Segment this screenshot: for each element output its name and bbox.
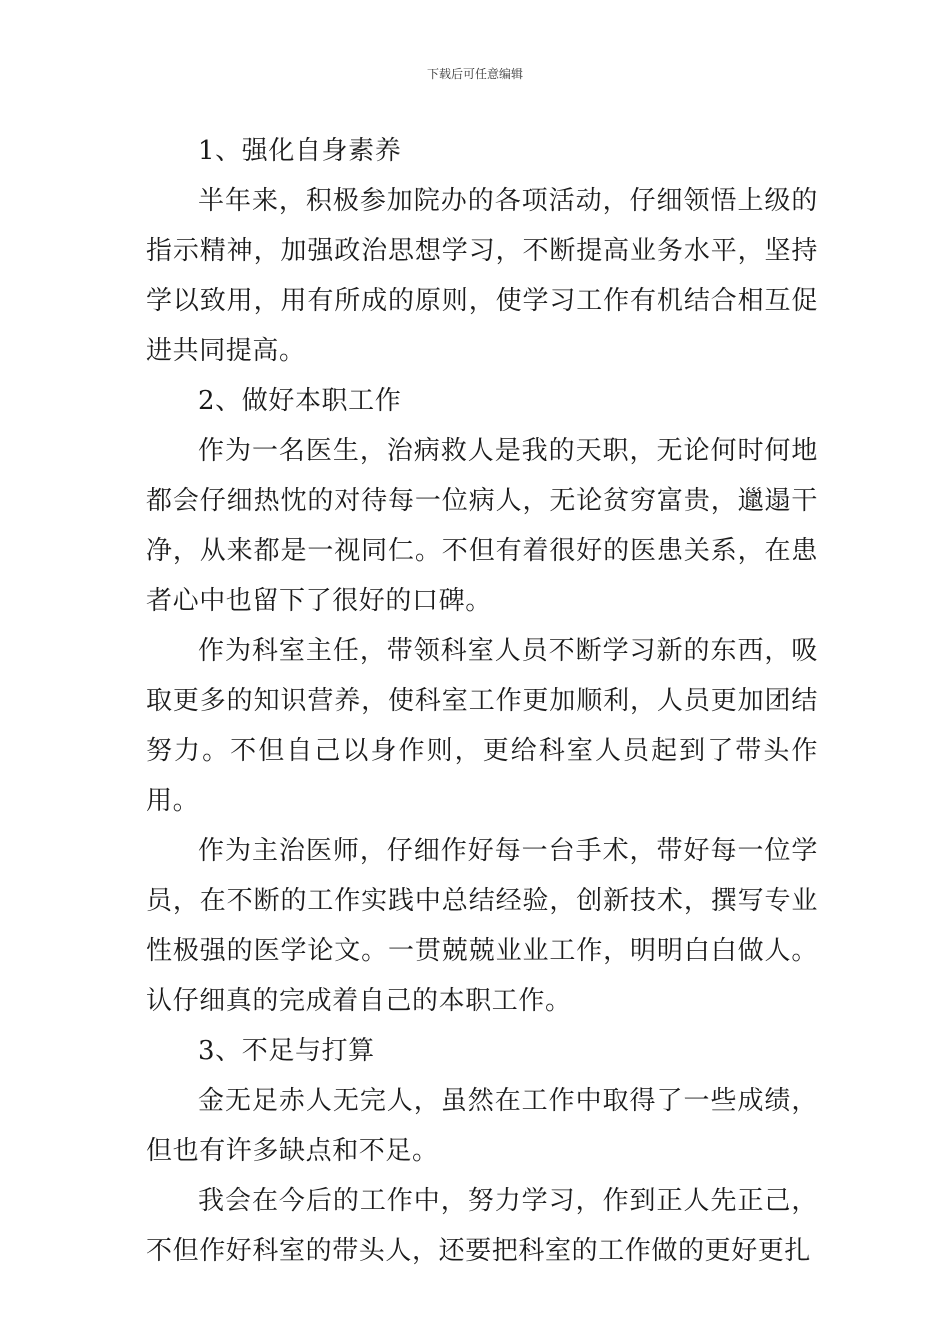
paragraph: 作为科室主任，带领科室人员不断学习新的东西，吸取更多的知识营养，使科室工作更加顺利，人员更加团结努力。不但自己以身作则，更给科室人员起到了带头作用。 xyxy=(146,636,818,816)
paragraph: 半年来，积极参加院办的各项活动，仔细领悟上级的指示精神，加强政治思想学习，不断提高业务水平，坚持学以致用，用有所成的原则，使学习工作有机结合相互促进共同提高。 xyxy=(146,186,818,366)
paragraph: 作为主治医师，仔细作好每一台手术，带好每一位学员，在不断的工作实践中总结经验，创新技术，撰写专业性极强的医学论文。一贯兢兢业业工作，明明白白做人。认仔细真的完成着自己的本职工作。 xyxy=(146,836,818,1016)
section-heading-3: 3、不足与打算 xyxy=(198,1036,375,1066)
page-header: 下载后可任意编辑 xyxy=(426,67,523,81)
section-heading-1: 1、强化自身素养 xyxy=(198,136,402,166)
paragraph: 作为一名医生，治病救人是我的天职，无论何时何地都会仔细热忱的对待每一位病人，无论贫穷富贵，邋遢干净，从来都是一视同仁。不但有着很好的医患关系，在患者心中也留下了很好的口碑。 xyxy=(146,436,818,616)
paragraph: 金无足赤人无完人，虽然在工作中取得了一些成绩，但也有许多缺点和不足。 xyxy=(146,1086,818,1166)
document-body xyxy=(146,126,818,1276)
paragraph: 我会在今后的工作中，努力学习，作到正人先正己，不但作好科室的带头人，还要把科室的工作做的更好更扎 xyxy=(146,1186,818,1266)
section-heading-2: 2、做好本职工作 xyxy=(198,386,402,416)
